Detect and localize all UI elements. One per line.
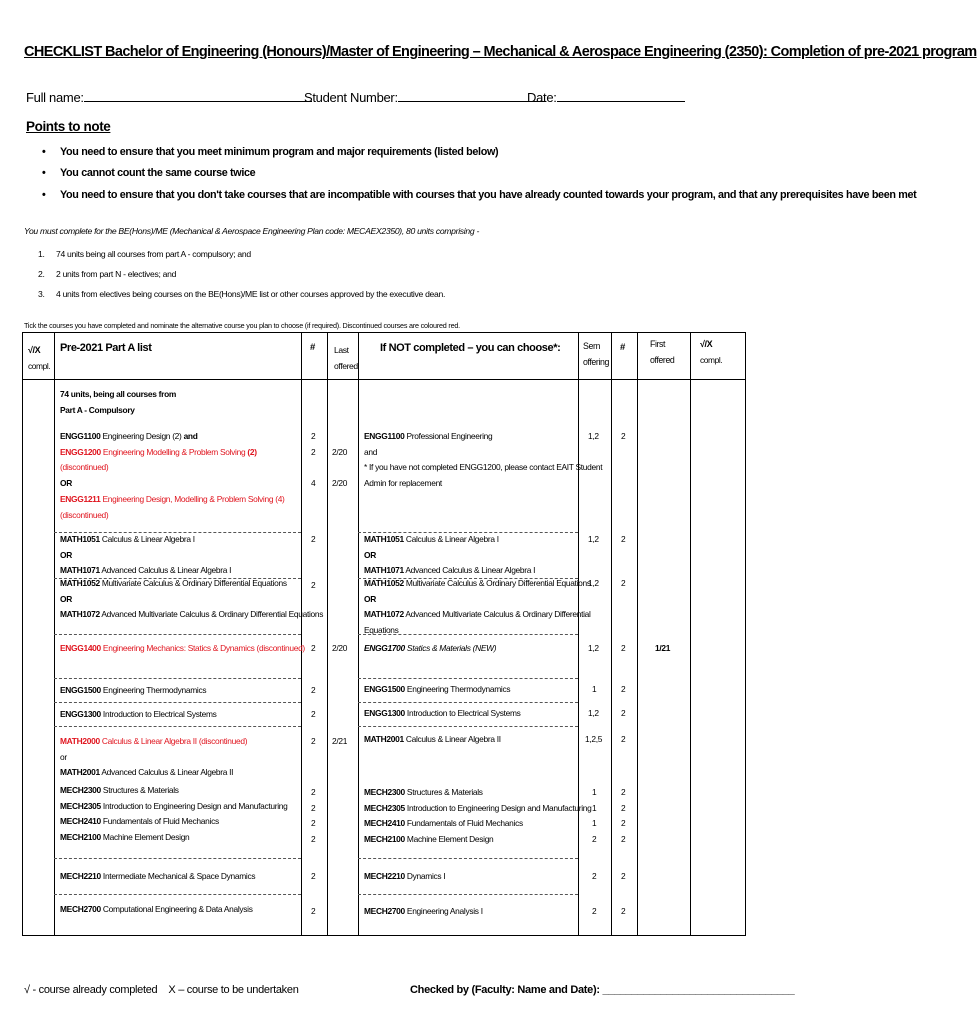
full-name-line	[84, 89, 312, 102]
checked-by-line: _________________________________	[602, 984, 795, 996]
checked-by[interactable]	[410, 984, 794, 996]
bullet-icon: •	[42, 146, 46, 158]
table-row: MATH1051 Calculus & Linear Algebra I OR MATH1071 Advanced Calculus & Linear Algebra I	[60, 534, 232, 576]
table-row: MATH1052 Multivariate Calculus & Ordinary Differential Equations OR MATH1072 Advanced Multivariate Calculus & Ordinary Differential Equations	[60, 578, 324, 620]
date-line	[557, 89, 685, 102]
choose-header: If NOT completed – you can choose*:	[380, 342, 561, 354]
points-heading: Points to note	[26, 119, 111, 134]
section-heading: 74 units, being all courses from Part A - Compulsory	[60, 389, 177, 415]
compl-header: √/X compl.	[28, 345, 51, 371]
legend-tick: √ - course already completed	[24, 984, 158, 996]
table-row: MECH2700 Computational Engineering & Data Analysis	[60, 904, 253, 914]
date-field[interactable]	[527, 89, 685, 105]
sem-offering-header: Sem offering	[583, 341, 609, 367]
student-number-label: Student Number:	[304, 90, 398, 105]
page-title: CHECKLIST Bachelor of Engineering (Honours)/Master of Engineering – Mechanical & Aerospace Engineering (2350): Completion of pre-2021 program	[24, 44, 977, 60]
units-header: #	[310, 342, 315, 353]
requirement-item: 1. 74 units being all courses from part A - compulsory; and	[38, 249, 251, 259]
requirement-item: 2. 2 units from part N - electives; and	[38, 269, 177, 279]
part-a-header: Pre-2021 Part A list	[60, 342, 152, 354]
bullet-icon: •	[42, 189, 46, 201]
first-offered-header: First offered	[650, 339, 675, 365]
full-name-label: Full name:	[26, 90, 84, 105]
checked-by-label: Checked by (Faculty: Name and Date):	[410, 984, 603, 996]
compl2-header: √/X compl.	[700, 339, 723, 365]
program-intro: You must complete for the BE(Hons)/ME (Mechanical & Aerospace Engineering Plan code: MECAEX2350), 80 units comprising -	[24, 226, 480, 236]
table-row: MECH2210 Intermediate Mechanical & Space Dynamics	[60, 871, 256, 881]
point-item: • You cannot count the same course twice	[42, 167, 256, 179]
table-row: MECH2300 Structures & Materials MECH2305 Introduction to Engineering Design and Manufacturing MECH2410 Fundamentals of Fluid Mechanics MECH2100 Machine Element Design	[60, 785, 288, 843]
point-item: • You need to ensure that you don't take courses that are incompatible with courses that you have already counted towards your program, and that any prerequisites have been met	[42, 189, 917, 201]
last-offered-header: Last offered	[334, 345, 358, 371]
table-row: ENGG1500 Engineering Thermodynamics	[60, 685, 207, 695]
table-row: ENGG1400 Engineering Mechanics: Statics & Dynamics (discontinued)	[60, 643, 305, 653]
units2-header: #	[620, 342, 625, 353]
table-row: ENGG1300 Introduction to Electrical Systems	[60, 709, 217, 719]
date-label: Date:	[527, 90, 557, 105]
table-row: ENGG1100 Engineering Design (2) and ENGG1200 Engineering Modelling & Problem Solving (2) (discontinued) OR ENGG1211 Engineering Design, Modelling & Problem Solving (4) (discontinued)	[60, 431, 285, 520]
bullet-icon: •	[42, 167, 46, 179]
student-number-line	[398, 89, 546, 102]
point-item: • You need to ensure that you meet minimum program and major requirements (listed below)	[42, 146, 499, 158]
full-name-field[interactable]	[26, 89, 312, 105]
legend-x: X – course to be undertaken	[168, 984, 299, 996]
legend	[24, 984, 299, 996]
course-checklist-table: √/X compl. Pre-2021 Part A list # Last offered If NOT completed – you can choose*: Sem offering # First offered √/X compl. 74 units, being all courses from Part A - Compulsory ENGG1100 Engineering Design (2) and ENGG1200 Engineering Modelling & Problem Solving (2) (discontinued) OR ENGG1211 Engineering Design, Modelling & Problem Solving (4) (discontinued) 2 2 4 2/20 2/20 ENGG1100 Professional Engineering and * If you have not completed ENGG1200, please contact EAIT Student Admin for replacement 1,2 2 MATH1051 Calculus & Linear Algebra I OR MATH1071 Advanced Calculus & Linear Algebra I 2 MATH1051 Calculus & Linear Algebra I OR MATH1071 Advanced Calculus & Linear Algebra I 1,2 2 MATH1052 Multivariate Calculus & Ordinary Differential Equations OR MATH1072 Advanced Multivariate Calculus & Ordinary Differential Equations 2 MATH1052 Multivariate Calculus & Ordinary Differential Equations OR MATH1072 Advanced Multivariate Calculus & Ordinary Differential Equations 1,2 2 ENGG1400 Engineering Mechanics: Statics & Dynamics (discontinued) 2 2/20 ENGG1700 Statics & Materials (NEW) 1,2 2 1/21 ENGG1500 Engineering Thermodynamics 2 ENGG1500 Engineering Thermodynamics 1 2 ENGG1300 Introduction to Electrical Systems 2 ENGG1300 Introduction to Electrical Systems 1,2 2 MATH2000 Calculus & Linear Algebra II (discontinued) or MATH2001 Advanced Calculus & Linear Algebra II 2 2/21 MATH2001 Calculus & Linear Algebra II 1,2,5 2 MECH2300 Structures & Materials MECH2305 Introduction to Engineering Design and Manufacturing MECH2410 Fundamentals of Fluid Mechanics MECH2100 Machine Element Design 2 2 2 2 MECH2300 Structures & Materials MECH2305 Introduction to Engineering Design and Manufacturing MECH2410 Fundamentals of Fluid Mechanics MECH2100 Machine Element Design 1 1 1 2 2 2 2 2 MECH2210 Intermediate Mechanical & Space Dynamics 2 MECH2210 Dynamics I 2 2 MECH2700 Computational Engineering & Data Analysis 2 MECH2700 Engineering Analysis I 2 2	[0, 332, 770, 936]
requirement-item: 3. 4 units from electives being courses on the BE(Hons)/ME list or other courses approved by the executive dean.	[38, 289, 446, 299]
table-row: MATH2000 Calculus & Linear Algebra II (discontinued) or MATH2001 Advanced Calculus & Linear Algebra II	[60, 736, 248, 778]
tick-instructions: Tick the courses you have completed and nominate the alternative course you plan to choose (if required). Discontinued courses are coloured red.	[24, 321, 460, 330]
student-number-field[interactable]	[304, 89, 546, 105]
